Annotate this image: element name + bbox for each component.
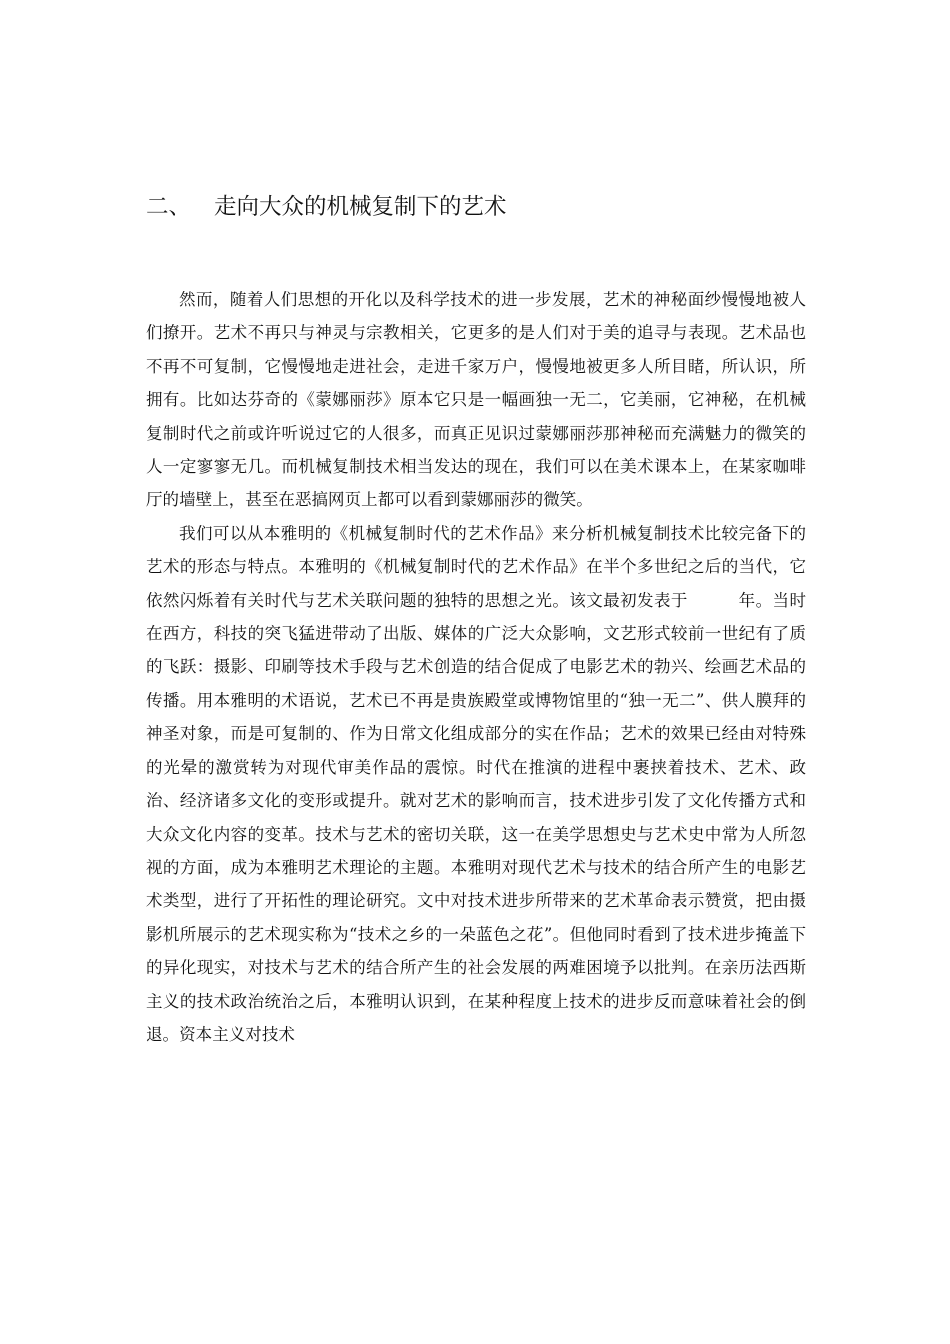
paragraph-2: 我们可以从本雅明的《机械复制时代的艺术作品》来分析机械复制技术比较完备下的艺术的形态与特点。本雅明的《机械复制时代的艺术作品》在半个多世纪之后的当代，它依然闪烁着有关时代与艺术关联问题的独特的思想之光。该文最初发表于 年。当时在西方，科技的突飞猛进带动了出版、媒体的广泛大众影响，文艺形式较前一世纪有了质的飞跃：摄影、印刷等技术手段与艺术创造的结合促成了电影艺术的勃兴、绘画艺术品的传播。用本雅明的术语说，艺术已不再是贵族殿堂或博物馆里的“独一无二”、供人膜拜的神圣对象，而是可复制的、作为日常文化组成部分的实在作品；艺术的效果已经由对特殊的光晕的激赏转为对现代审美作品的震惊。时代在推演的进程中裹挟着技术、艺术、政治、经济诸多文化的变形或提升。就对艺术的影响而言，技术进步引发了文化传播方式和大众文化内容的变革。技术与艺术的密切关联，这一在美学思想史与艺术史中常为人所忽视的方面，成为本雅明艺术理论的主题。本雅明对现代艺术与技术的结合所产生的电影艺术类型，进行了开拓性的理论研究。文中对技术进步所带来的艺术革命表示赞赏，把由摄影机所展示的艺术现实称为“技术之乡的一朵蓝色之花”。但他同时看到了技术进步掩盖下的异化现实，对技术与艺术的结合所产生的社会发展的两难困境予以批判。在亲历法西斯主义的技术政治统治之后，本雅明认识到，在某种程度上技术的进步反而意味着社会的倒退。资本主义对技术 bbox=[146, 523, 806, 1044]
section-heading bbox=[146, 192, 806, 222]
paragraph-1: 然而，随着人们思想的开化以及科学技术的进一步发展，艺术的神秘面纱慢慢地被人们撩开。艺术不再只与神灵与宗教相关，它更多的是人们对于美的追寻与表现。艺术品也不再不可复制，它慢慢地走进社会，走进千家万户，慢慢地被更多人所目睹，所认识，所拥有。比如达芬奇的《蒙娜丽莎》原本它只是一幅画独一无二，它美丽，它神秘，在机械复制时代之前或许听说过它的人很多，而真正见识过蒙娜丽莎那神秘而充满魅力的微笑的人一定寥寥无几。而机械复制技术相当发达的现在，我们可以在美术课本上，在某家咖啡厅的墙壁上，甚至在恶搞网页上都可以看到蒙娜丽莎的微笑。 bbox=[146, 290, 806, 510]
section-number: 二、 bbox=[146, 194, 192, 220]
section-title: 走向大众的机械复制下的艺术 bbox=[214, 194, 507, 220]
body-text bbox=[146, 283, 806, 1051]
